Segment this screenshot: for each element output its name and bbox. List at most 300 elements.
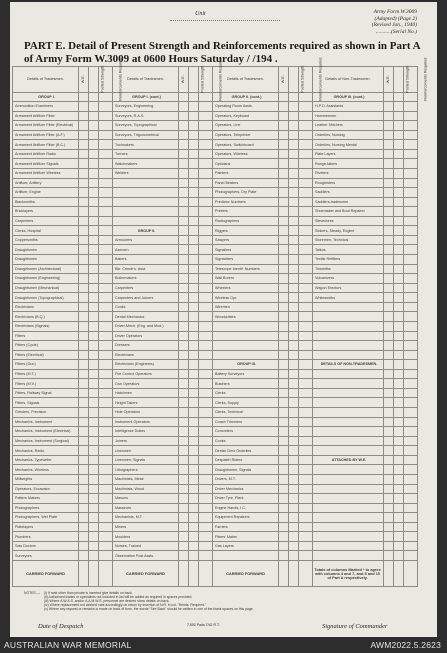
entry-cell[interactable] — [199, 417, 213, 427]
entry-cell[interactable] — [384, 226, 394, 236]
entry-cell[interactable] — [189, 551, 199, 561]
entry-cell[interactable] — [279, 494, 289, 504]
entry-cell[interactable] — [384, 341, 394, 351]
entry-cell[interactable] — [279, 350, 289, 360]
entry-cell[interactable] — [384, 245, 394, 255]
entry-cell[interactable] — [199, 245, 213, 255]
entry-cell[interactable] — [279, 369, 289, 379]
entry-cell[interactable] — [384, 360, 394, 370]
entry-cell[interactable] — [289, 168, 299, 178]
entry-cell[interactable] — [394, 302, 404, 312]
entry-cell[interactable] — [394, 427, 404, 437]
entry-cell[interactable] — [289, 178, 299, 188]
entry-cell[interactable] — [89, 130, 99, 140]
entry-cell[interactable] — [384, 513, 394, 523]
entry-cell[interactable] — [79, 446, 89, 456]
entry-cell[interactable] — [99, 532, 113, 542]
entry-cell[interactable] — [179, 522, 189, 532]
entry-cell[interactable] — [289, 130, 299, 140]
entry-cell[interactable] — [179, 369, 189, 379]
entry-cell[interactable] — [279, 149, 289, 159]
entry-cell[interactable] — [179, 513, 189, 523]
entry-cell[interactable] — [179, 274, 189, 284]
entry-cell[interactable] — [189, 216, 199, 226]
entry-cell[interactable] — [189, 465, 199, 475]
entry-cell[interactable] — [189, 140, 199, 150]
entry-cell[interactable] — [199, 283, 213, 293]
entry-cell[interactable] — [394, 522, 404, 532]
entry-cell[interactable] — [79, 255, 89, 265]
entry-cell[interactable] — [384, 321, 394, 331]
entry-cell[interactable] — [199, 111, 213, 121]
entry-cell[interactable] — [299, 321, 313, 331]
entry-cell[interactable] — [394, 417, 404, 427]
entry-cell[interactable] — [179, 321, 189, 331]
entry-cell[interactable] — [189, 321, 199, 331]
entry-cell[interactable] — [404, 312, 418, 322]
entry-cell[interactable] — [189, 111, 199, 121]
entry-cell[interactable] — [404, 274, 418, 284]
entry-cell[interactable] — [179, 532, 189, 542]
entry-cell[interactable] — [394, 379, 404, 389]
entry-cell[interactable] — [99, 226, 113, 236]
entry-cell[interactable] — [189, 350, 199, 360]
entry-cell[interactable] — [99, 283, 113, 293]
entry-cell[interactable] — [404, 216, 418, 226]
entry-cell[interactable] — [189, 541, 199, 551]
entry-cell[interactable] — [179, 111, 189, 121]
entry-cell[interactable] — [384, 255, 394, 265]
entry-cell[interactable] — [299, 436, 313, 446]
entry-cell[interactable] — [279, 216, 289, 226]
entry-cell[interactable] — [299, 264, 313, 274]
entry-cell[interactable] — [179, 235, 189, 245]
entry-cell[interactable] — [279, 264, 289, 274]
entry-cell[interactable] — [384, 484, 394, 494]
entry-cell[interactable] — [89, 255, 99, 265]
entry-cell[interactable] — [199, 398, 213, 408]
entry-cell[interactable] — [189, 293, 199, 303]
entry-cell[interactable] — [404, 408, 418, 418]
entry-cell[interactable] — [199, 121, 213, 131]
entry-cell[interactable] — [199, 168, 213, 178]
entry-cell[interactable] — [279, 541, 289, 551]
entry-cell[interactable] — [179, 207, 189, 217]
entry-cell[interactable] — [299, 168, 313, 178]
entry-cell[interactable] — [394, 474, 404, 484]
entry-cell[interactable] — [299, 207, 313, 217]
entry-cell[interactable] — [179, 255, 189, 265]
entry-cell[interactable] — [279, 274, 289, 284]
entry-cell[interactable] — [79, 369, 89, 379]
entry-cell[interactable] — [99, 379, 113, 389]
entry-cell[interactable] — [384, 159, 394, 169]
entry-cell[interactable] — [89, 111, 99, 121]
entry-cell[interactable] — [299, 379, 313, 389]
entry-cell[interactable] — [99, 436, 113, 446]
entry-cell[interactable] — [199, 140, 213, 150]
entry-cell[interactable] — [404, 398, 418, 408]
entry-cell[interactable] — [299, 111, 313, 121]
entry-cell[interactable] — [179, 503, 189, 513]
entry-cell[interactable] — [79, 494, 89, 504]
entry-cell[interactable] — [289, 293, 299, 303]
entry-cell[interactable] — [179, 465, 189, 475]
entry-cell[interactable] — [189, 369, 199, 379]
entry-cell[interactable] — [189, 522, 199, 532]
entry-cell[interactable] — [199, 369, 213, 379]
entry-cell[interactable] — [99, 255, 113, 265]
entry-cell[interactable] — [99, 264, 113, 274]
entry-cell[interactable] — [89, 197, 99, 207]
entry-cell[interactable] — [99, 245, 113, 255]
entry-cell[interactable] — [404, 197, 418, 207]
entry-cell[interactable] — [189, 513, 199, 523]
entry-cell[interactable] — [179, 226, 189, 236]
entry-cell[interactable] — [279, 207, 289, 217]
entry-cell[interactable] — [89, 360, 99, 370]
entry-cell[interactable] — [189, 264, 199, 274]
entry-cell[interactable] — [394, 551, 404, 561]
entry-cell[interactable] — [189, 474, 199, 484]
entry-cell[interactable] — [279, 102, 289, 112]
entry-cell[interactable] — [79, 216, 89, 226]
entry-cell[interactable] — [404, 159, 418, 169]
entry-cell[interactable] — [79, 207, 89, 217]
entry-cell[interactable] — [289, 283, 299, 293]
entry-cell[interactable] — [404, 551, 418, 561]
entry-cell[interactable] — [394, 455, 404, 465]
entry-cell[interactable] — [179, 140, 189, 150]
entry-cell[interactable] — [299, 398, 313, 408]
entry-cell[interactable] — [404, 121, 418, 131]
entry-cell[interactable] — [189, 121, 199, 131]
entry-cell[interactable] — [279, 436, 289, 446]
entry-cell[interactable] — [384, 283, 394, 293]
entry-cell[interactable] — [279, 408, 289, 418]
entry-cell[interactable] — [404, 102, 418, 112]
entry-cell[interactable] — [404, 235, 418, 245]
entry-cell[interactable] — [289, 302, 299, 312]
entry-cell[interactable] — [79, 436, 89, 446]
entry-cell[interactable] — [79, 197, 89, 207]
entry-cell[interactable] — [289, 216, 299, 226]
entry-cell[interactable] — [99, 197, 113, 207]
entry-cell[interactable] — [384, 408, 394, 418]
entry-cell[interactable] — [299, 341, 313, 351]
entry-cell[interactable] — [299, 216, 313, 226]
entry-cell[interactable] — [384, 274, 394, 284]
entry-cell[interactable] — [299, 350, 313, 360]
entry-cell[interactable] — [404, 388, 418, 398]
entry-cell[interactable] — [404, 168, 418, 178]
entry-cell[interactable] — [384, 235, 394, 245]
entry-cell[interactable] — [299, 235, 313, 245]
entry-cell[interactable] — [279, 522, 289, 532]
entry-cell[interactable] — [279, 331, 289, 341]
entry-cell[interactable] — [404, 522, 418, 532]
entry-cell[interactable] — [384, 102, 394, 112]
entry-cell[interactable] — [199, 522, 213, 532]
entry-cell[interactable] — [99, 465, 113, 475]
entry-cell[interactable] — [79, 465, 89, 475]
entry-cell[interactable] — [89, 121, 99, 131]
entry-cell[interactable] — [179, 197, 189, 207]
entry-cell[interactable] — [394, 436, 404, 446]
entry-cell[interactable] — [279, 513, 289, 523]
entry-cell[interactable] — [89, 159, 99, 169]
entry-cell[interactable] — [299, 360, 313, 370]
entry-cell[interactable] — [279, 341, 289, 351]
entry-cell[interactable] — [299, 446, 313, 456]
entry-cell[interactable] — [279, 379, 289, 389]
entry-cell[interactable] — [279, 446, 289, 456]
entry-cell[interactable] — [394, 360, 404, 370]
entry-cell[interactable] — [199, 159, 213, 169]
entry-cell[interactable] — [394, 350, 404, 360]
entry-cell[interactable] — [79, 331, 89, 341]
entry-cell[interactable] — [299, 102, 313, 112]
entry-cell[interactable] — [199, 503, 213, 513]
entry-cell[interactable] — [189, 159, 199, 169]
entry-cell[interactable] — [179, 417, 189, 427]
entry-cell[interactable] — [289, 350, 299, 360]
entry-cell[interactable] — [299, 494, 313, 504]
entry-cell[interactable] — [299, 245, 313, 255]
entry-cell[interactable] — [299, 532, 313, 542]
entry-cell[interactable] — [199, 274, 213, 284]
entry-cell[interactable] — [189, 446, 199, 456]
entry-cell[interactable] — [79, 408, 89, 418]
entry-cell[interactable] — [394, 168, 404, 178]
entry-cell[interactable] — [394, 245, 404, 255]
entry-cell[interactable] — [299, 388, 313, 398]
entry-cell[interactable] — [89, 140, 99, 150]
entry-cell[interactable] — [99, 551, 113, 561]
entry-cell[interactable] — [99, 522, 113, 532]
entry-cell[interactable] — [384, 541, 394, 551]
entry-cell[interactable] — [404, 436, 418, 446]
entry-cell[interactable] — [99, 474, 113, 484]
entry-cell[interactable] — [394, 446, 404, 456]
entry-cell[interactable] — [289, 121, 299, 131]
entry-cell[interactable] — [179, 102, 189, 112]
entry-cell[interactable] — [99, 312, 113, 322]
entry-cell[interactable] — [199, 360, 213, 370]
entry-cell[interactable] — [299, 484, 313, 494]
entry-cell[interactable] — [89, 455, 99, 465]
entry-cell[interactable] — [289, 513, 299, 523]
entry-cell[interactable] — [279, 168, 289, 178]
entry-cell[interactable] — [404, 503, 418, 513]
entry-cell[interactable] — [199, 331, 213, 341]
entry-cell[interactable] — [404, 264, 418, 274]
entry-cell[interactable] — [79, 427, 89, 437]
entry-cell[interactable] — [279, 121, 289, 131]
entry-cell[interactable] — [79, 417, 89, 427]
entry-cell[interactable] — [189, 417, 199, 427]
entry-cell[interactable] — [279, 417, 289, 427]
entry-cell[interactable] — [199, 255, 213, 265]
entry-cell[interactable] — [279, 503, 289, 513]
entry-cell[interactable] — [179, 360, 189, 370]
entry-cell[interactable] — [89, 427, 99, 437]
entry-cell[interactable] — [404, 484, 418, 494]
entry-cell[interactable] — [79, 398, 89, 408]
entry-cell[interactable] — [279, 255, 289, 265]
entry-cell[interactable] — [79, 551, 89, 561]
entry-cell[interactable] — [289, 235, 299, 245]
entry-cell[interactable] — [79, 274, 89, 284]
entry-cell[interactable] — [384, 149, 394, 159]
entry-cell[interactable] — [99, 168, 113, 178]
entry-cell[interactable] — [279, 293, 289, 303]
entry-cell[interactable] — [394, 369, 404, 379]
entry-cell[interactable] — [299, 312, 313, 322]
entry-cell[interactable] — [79, 226, 89, 236]
entry-cell[interactable] — [79, 522, 89, 532]
entry-cell[interactable] — [289, 379, 299, 389]
entry-cell[interactable] — [394, 216, 404, 226]
entry-cell[interactable] — [189, 274, 199, 284]
entry-cell[interactable] — [199, 408, 213, 418]
entry-cell[interactable] — [189, 149, 199, 159]
entry-cell[interactable] — [99, 121, 113, 131]
entry-cell[interactable] — [394, 140, 404, 150]
entry-cell[interactable] — [199, 188, 213, 198]
entry-cell[interactable] — [394, 388, 404, 398]
entry-cell[interactable] — [189, 130, 199, 140]
entry-cell[interactable] — [189, 388, 199, 398]
entry-cell[interactable] — [79, 541, 89, 551]
entry-cell[interactable] — [404, 360, 418, 370]
entry-cell[interactable] — [179, 293, 189, 303]
entry-cell[interactable] — [79, 302, 89, 312]
entry-cell[interactable] — [404, 255, 418, 265]
entry-cell[interactable] — [289, 341, 299, 351]
entry-cell[interactable] — [384, 130, 394, 140]
entry-cell[interactable] — [289, 408, 299, 418]
entry-cell[interactable] — [89, 369, 99, 379]
entry-cell[interactable] — [384, 398, 394, 408]
entry-cell[interactable] — [404, 111, 418, 121]
entry-cell[interactable] — [199, 216, 213, 226]
entry-cell[interactable] — [384, 436, 394, 446]
entry-cell[interactable] — [179, 455, 189, 465]
entry-cell[interactable] — [279, 532, 289, 542]
entry-cell[interactable] — [394, 178, 404, 188]
entry-cell[interactable] — [189, 494, 199, 504]
entry-cell[interactable] — [384, 207, 394, 217]
entry-cell[interactable] — [79, 503, 89, 513]
entry-cell[interactable] — [279, 245, 289, 255]
entry-cell[interactable] — [89, 513, 99, 523]
entry-cell[interactable] — [384, 350, 394, 360]
entry-cell[interactable] — [289, 484, 299, 494]
entry-cell[interactable] — [89, 522, 99, 532]
entry-cell[interactable] — [404, 140, 418, 150]
entry-cell[interactable] — [404, 455, 418, 465]
entry-cell[interactable] — [384, 369, 394, 379]
entry-cell[interactable] — [89, 149, 99, 159]
entry-cell[interactable] — [289, 207, 299, 217]
entry-cell[interactable] — [189, 331, 199, 341]
entry-cell[interactable] — [179, 121, 189, 131]
entry-cell[interactable] — [404, 369, 418, 379]
entry-cell[interactable] — [89, 494, 99, 504]
entry-cell[interactable] — [299, 197, 313, 207]
entry-cell[interactable] — [179, 331, 189, 341]
entry-cell[interactable] — [99, 235, 113, 245]
entry-cell[interactable] — [394, 331, 404, 341]
entry-cell[interactable] — [79, 513, 89, 523]
entry-cell[interactable] — [404, 207, 418, 217]
entry-cell[interactable] — [384, 551, 394, 561]
entry-cell[interactable] — [279, 283, 289, 293]
entry-cell[interactable] — [394, 130, 404, 140]
entry-cell[interactable] — [99, 140, 113, 150]
entry-cell[interactable] — [394, 111, 404, 121]
entry-cell[interactable] — [99, 216, 113, 226]
entry-cell[interactable] — [404, 188, 418, 198]
entry-cell[interactable] — [79, 188, 89, 198]
entry-cell[interactable] — [384, 465, 394, 475]
entry-cell[interactable] — [79, 484, 89, 494]
entry-cell[interactable] — [79, 130, 89, 140]
entry-cell[interactable] — [79, 264, 89, 274]
entry-cell[interactable] — [199, 455, 213, 465]
entry-cell[interactable] — [299, 226, 313, 236]
entry-cell[interactable] — [99, 111, 113, 121]
entry-cell[interactable] — [279, 484, 289, 494]
entry-cell[interactable] — [99, 455, 113, 465]
entry-cell[interactable] — [189, 168, 199, 178]
entry-cell[interactable] — [299, 503, 313, 513]
entry-cell[interactable] — [289, 188, 299, 198]
entry-cell[interactable] — [404, 331, 418, 341]
entry-cell[interactable] — [199, 102, 213, 112]
entry-cell[interactable] — [99, 408, 113, 418]
entry-cell[interactable] — [79, 140, 89, 150]
entry-cell[interactable] — [99, 427, 113, 437]
entry-cell[interactable] — [279, 427, 289, 437]
entry-cell[interactable] — [289, 226, 299, 236]
entry-cell[interactable] — [99, 369, 113, 379]
entry-cell[interactable] — [384, 264, 394, 274]
entry-cell[interactable] — [89, 264, 99, 274]
entry-cell[interactable] — [99, 350, 113, 360]
entry-cell[interactable] — [279, 302, 289, 312]
entry-cell[interactable] — [404, 465, 418, 475]
entry-cell[interactable] — [199, 235, 213, 245]
entry-cell[interactable] — [189, 188, 199, 198]
entry-cell[interactable] — [404, 178, 418, 188]
entry-cell[interactable] — [99, 274, 113, 284]
entry-cell[interactable] — [89, 207, 99, 217]
entry-cell[interactable] — [179, 264, 189, 274]
entry-cell[interactable] — [99, 102, 113, 112]
entry-cell[interactable] — [384, 379, 394, 389]
entry-cell[interactable] — [404, 245, 418, 255]
entry-cell[interactable] — [289, 541, 299, 551]
entry-cell[interactable] — [289, 465, 299, 475]
entry-cell[interactable] — [289, 331, 299, 341]
entry-cell[interactable] — [189, 341, 199, 351]
entry-cell[interactable] — [199, 321, 213, 331]
entry-cell[interactable] — [89, 226, 99, 236]
entry-cell[interactable] — [179, 427, 189, 437]
entry-cell[interactable] — [189, 455, 199, 465]
